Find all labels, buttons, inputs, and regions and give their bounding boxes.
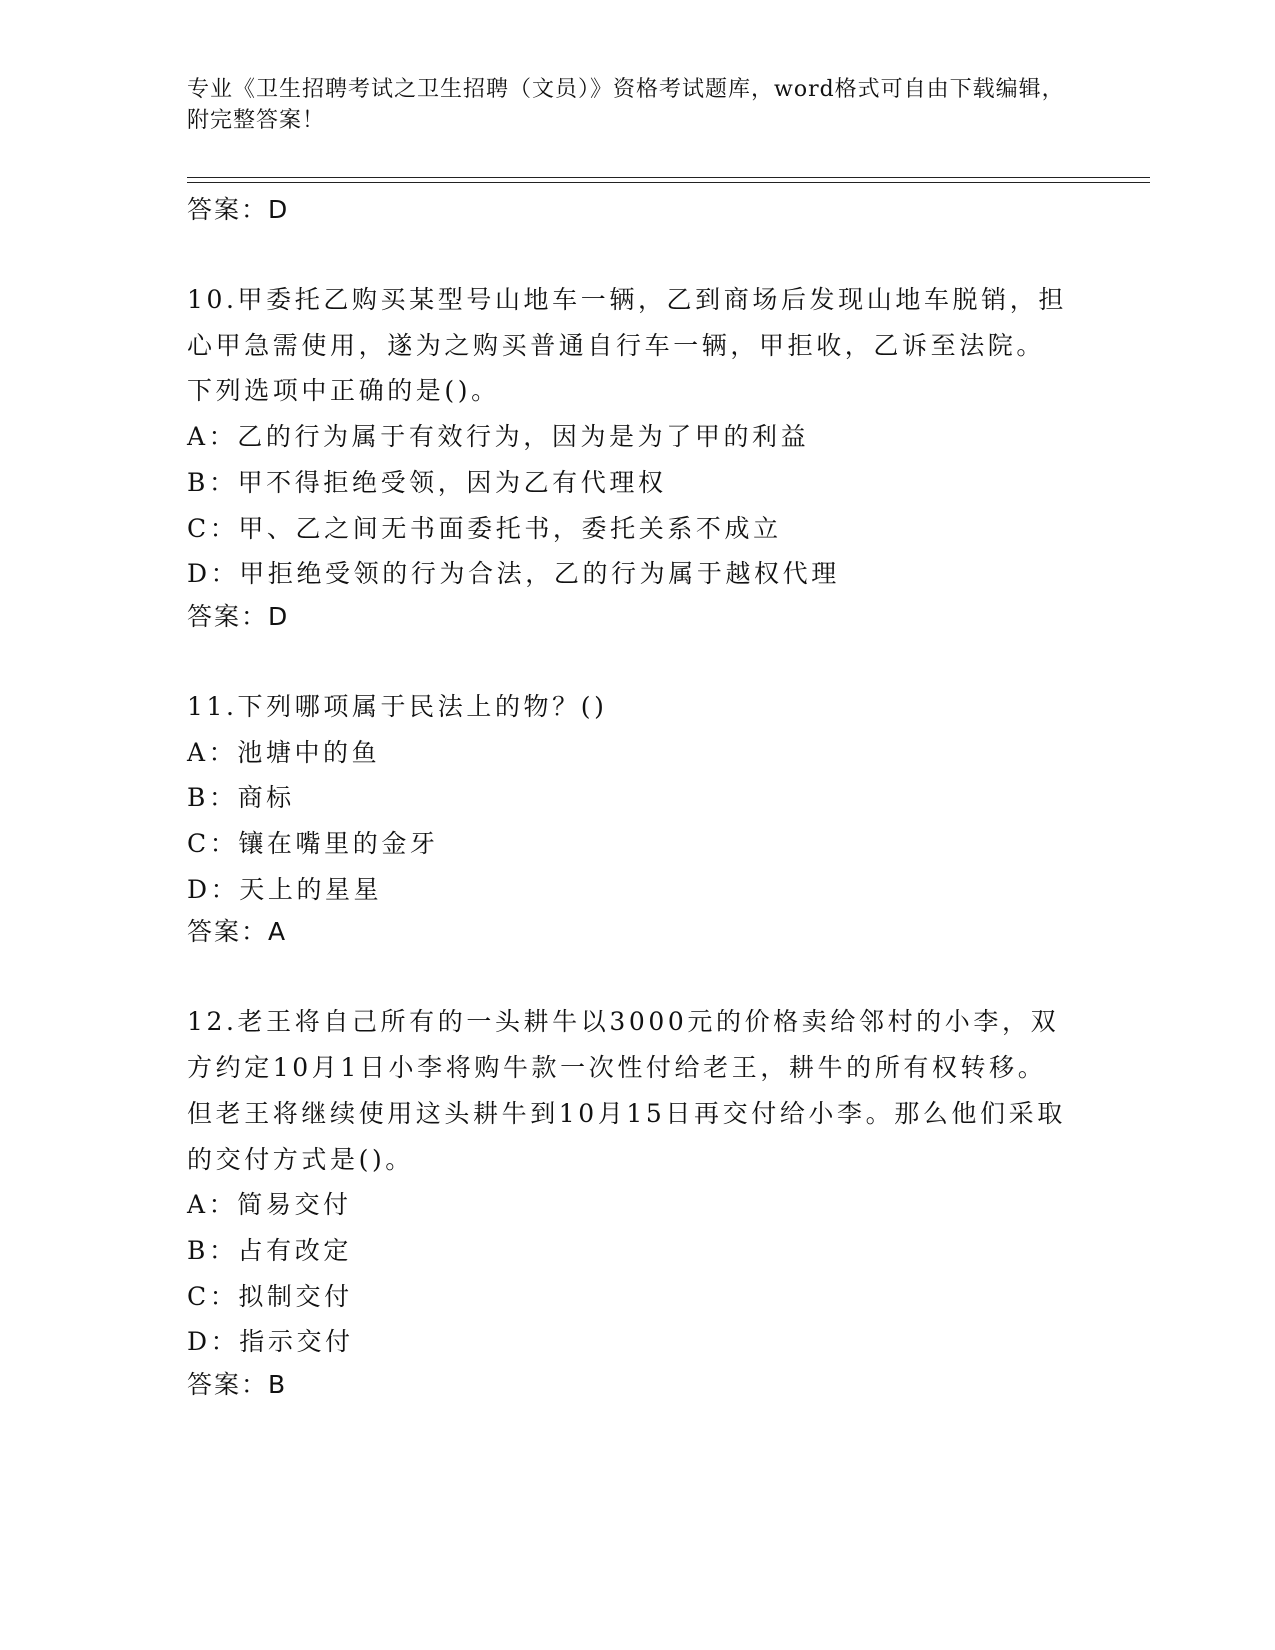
question-block (187, 277, 1067, 637)
document-header: 专业《卫生招聘考试之卫生招聘（文员）》资格考试题库，word格式可自由下载编辑，附完整答案！ (187, 77, 1065, 133)
option-b: B：甲不得拒绝受领，因为乙有代理权 (187, 467, 667, 497)
question-text: 11.下列哪项属于民法上的物？() (187, 691, 608, 721)
spacer (187, 637, 1067, 684)
option-c: C：拟制交付 (187, 1281, 353, 1311)
answer-line: 答案：B (187, 1370, 288, 1400)
option-d: D：天上的星星 (187, 874, 383, 904)
option-d: D：甲拒绝受领的行为合法，乙的行为属于越权代理 (187, 559, 840, 589)
option-a: A：简易交付 (187, 1190, 352, 1220)
question-text: 12.老王将自己所有的一头耕牛以3000元的价格卖给邻村的小李，双方约定10月1日小李将购牛款一次性付给老王，耕牛的所有权转移。但老王将继续使用这头耕牛到10月15日再交付给小李。那么他们采取的交付方式是()。 (187, 1007, 1066, 1174)
option-c: C：镶在嘴里的金牙 (187, 829, 439, 859)
option-b: B：商标 (187, 783, 295, 813)
option-b: B：占有改定 (187, 1235, 352, 1265)
spacer (187, 952, 1067, 999)
option-d: D：指示交付 (187, 1327, 354, 1357)
question-block (187, 999, 1067, 1405)
answer-line: 答案：A (187, 917, 288, 947)
option-a: A：乙的行为属于有效行为，因为是为了甲的利益 (187, 422, 810, 452)
option-c: C：甲、乙之间无书面委托书，委托关系不成立 (187, 513, 782, 543)
spacer (187, 230, 1067, 277)
answer-line: 答案：D (187, 195, 290, 224)
question-block (187, 684, 1067, 953)
question-text: 10.甲委托乙购买某型号山地车一辆，乙到商场后发现山地车脱销，担心甲急需使用，遂为之购买普通自行车一辆，甲拒收，乙诉至法院。下列选项中正确的是()。 (187, 285, 1067, 406)
answer-line: 答案：D (187, 601, 290, 631)
option-a: A：池塘中的鱼 (187, 737, 381, 767)
question-list (187, 190, 1067, 1405)
header-divider-secondary (187, 182, 1150, 183)
header-divider (187, 177, 1150, 178)
